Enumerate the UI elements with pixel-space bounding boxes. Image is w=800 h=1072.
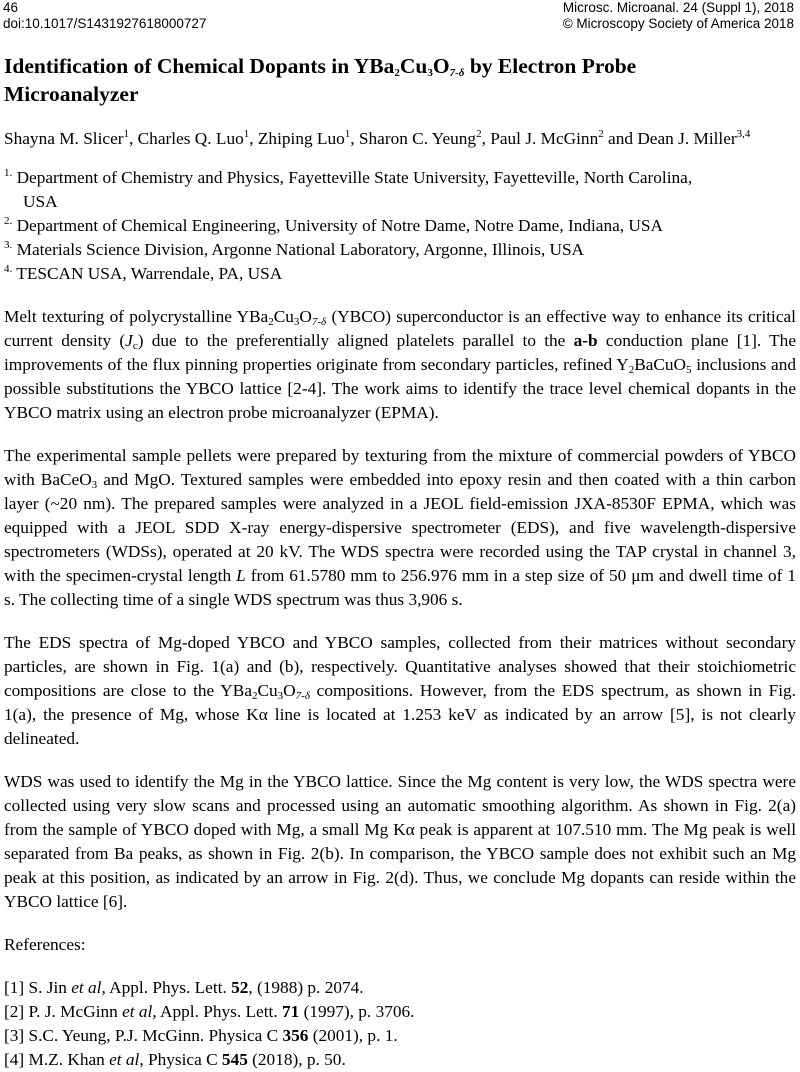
paragraph-eds-results: The EDS spectra of Mg-doped YBCO and YBCO samples, collected from their matrices without secondary particles, are shown in Fig. 1(a) and (b), respectively. Quantitative analyses showed that their stoichiometric compositions are close to the $YBa_2Cu_3O_{7-\delta}$ compositions. However, from the EDS spectrum, as shown in Fig. 1(a), the presence of Mg, whose Kα line is located at 1.253 keV as indicated by an arrow [5], is not clearly delineated. [4, 633, 797, 748]
references-section [4, 933, 796, 1072]
affiliation: $^{4.}$ TESCAN USA, Warrendale, PA, USA [4, 263, 283, 283]
header-right [563, 0, 794, 32]
reference-item: [2] P. J. McGinn et al, Appl. Phys. Lett. 71 (1997), p. 3706. [4, 1002, 415, 1021]
affiliation-list [4, 166, 796, 286]
references-heading: References: [4, 935, 86, 954]
journal-citation: Microsc. Microanal. 24 (Suppl 1), 2018 [562, 0, 794, 15]
doi[interactable]: doi:10.1017/S1431927618000727 [3, 16, 207, 31]
author-list: Shayna M. Slicer$^1$, Charles Q. Luo$^1$, Zhiping Luo$^1$, Sharon C. Yeung$^2$, Paul J. McGinn$^2$ and Dean J. Miller$^{3,4}$ [4, 128, 751, 148]
paragraph-wds-results: WDS was used to identify the Mg in the YBCO lattice. Since the Mg content is very low, the WDS spectra were collected using very slow scans and processed using an automatic smoothing algorithm. As shown in Fig. 2(a) from the sample of YBCO doped with Mg, a small Mg Kα peak is apparent at 107.510 mm. The Mg peak is well separated from Ba peaks, as shown in Fig. 2(b). In comparison, the YBCO sample does not exhibit such an Mg peak at this position, as indicated by an arrow in Fig. 2(d). Thus, we conclude Mg dopants can reside within the YBCO lattice [6]. [4, 772, 796, 911]
affiliation: $^{3.}$ Materials Science Division, Argonne National Laboratory, Argonne, Illinois, USA [4, 239, 585, 259]
author: Charles Q. Luo [137, 129, 244, 148]
author: Shayna M. Slicer [4, 129, 124, 148]
abstract-page [4, 52, 796, 1072]
paragraph-methods: The experimental sample pellets were prepared by texturing from the mixture of commercial powders of YBCO with BaCeO$_3$ and MgO. Textured samples were embedded into epoxy resin and then coated with a thin carbon layer (~20 nm). The prepared samples were analyzed in a JEOL field-emission JXA-8530F EPMA, which was equipped with a JEOL SDD X-ray energy-dispersive spectrometer (EDS), and five wavelength-dispersive spectrometers (WDSs), operated at 20 kV. The WDS spectra were recorded using the TAP crystal in channel 3, with the specimen-crystal length L from 61.5780 mm to 256.976 mm in a step size of 50 μm and dwell time of 1 s. The collecting time of a single WDS spectrum was thus 3,906 s. [4, 446, 796, 609]
author: Paul J. McGinn [490, 129, 599, 148]
copyright-notice: © Microscopy Society of America 2018 [562, 16, 794, 31]
affiliation: $^{2.}$ Department of Chemical Engineering, University of Notre Dame, Notre Dame, Indiana, USA [4, 215, 663, 235]
reference-item: [4] M.Z. Khan et al, Physica C 545 (2018), p. 50. [4, 1050, 346, 1069]
reference-item: [1] S. Jin et al, Appl. Phys. Lett. 52, (1988) p. 2074. [4, 978, 364, 997]
reference-item: [3] S.C. Yeung, P.J. McGinn. Physica C 356 (2001), p. 1. [4, 1026, 398, 1045]
paragraph-introduction: Melt texturing of polycrystalline $YBa_2Cu_3O_{7-\delta}$ (YBCO) superconductor is an effective way to enhance its critical current density $(J_c)$ due to the preferentially aligned platelets parallel to the a-b conduction plane [1]. The improvements of the flux pinning properties originate from secondary particles, refined $Y_2BaCuO_5$ inclusions and possible substitutions the YBCO lattice [2-4]. The work aims to identify the trace level chemical dopants in the YBCO matrix using an electron probe microanalyzer (EPMA). [4, 307, 796, 422]
author: Zhiping Luo [257, 129, 345, 148]
header-left [3, 0, 206, 32]
paper-title: Identification of Chemical Dopants in $YBa_2Cu_3O_{7-\delta}$ by Electron Probe Microanalyzer [4, 54, 637, 106]
author: Dean J. Miller [637, 129, 737, 148]
author: Sharon C. Yeung [358, 129, 477, 148]
running-header [0, 0, 800, 34]
affiliation: $^{1.}$ Department of Chemistry and Physics, Fayetteville State University, Fayetteville, North Carolina, USA [4, 167, 693, 211]
page-number: 46 [3, 0, 19, 15]
